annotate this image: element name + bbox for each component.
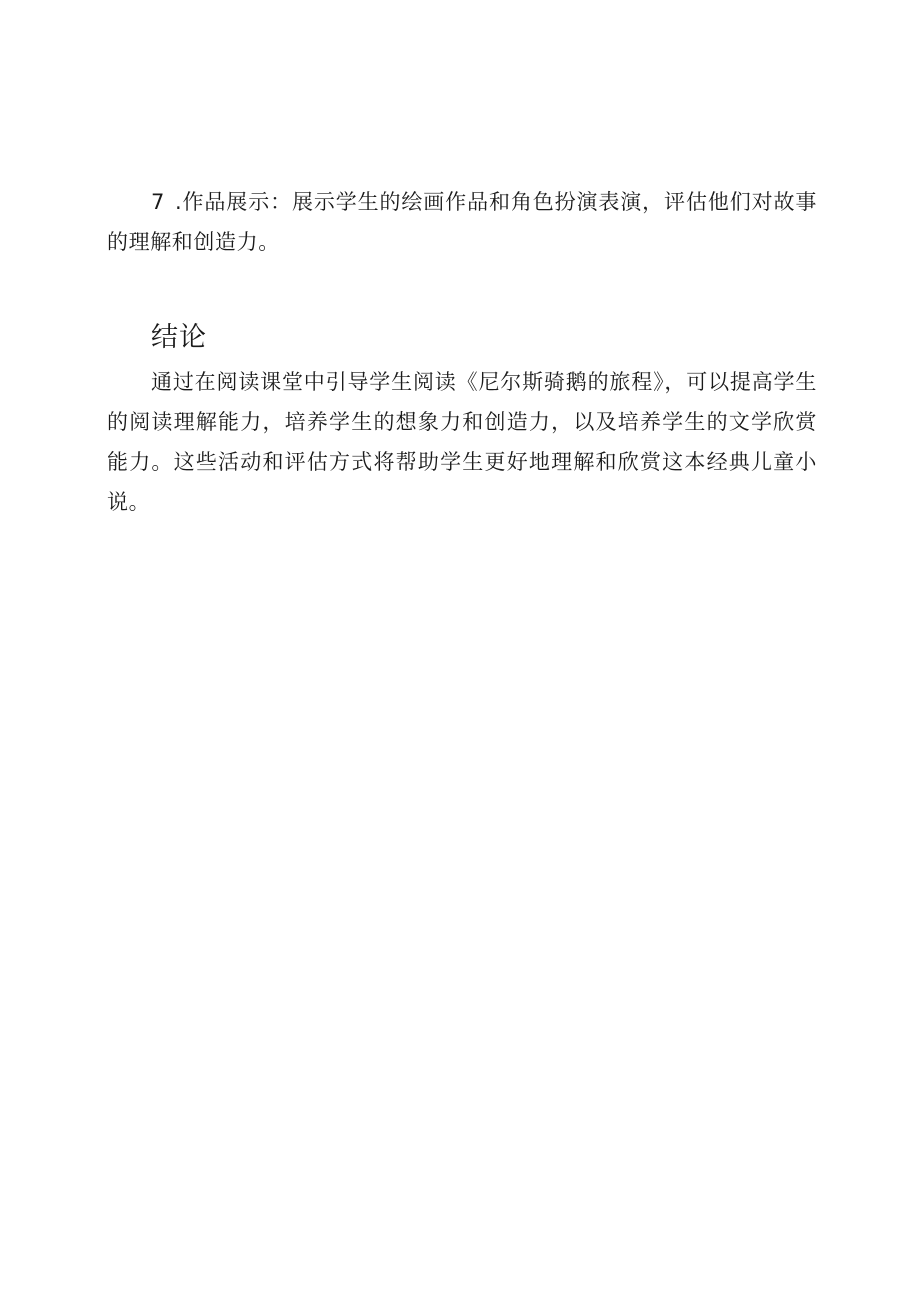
list-item-number: 7 xyxy=(151,190,165,214)
page-content xyxy=(107,182,817,522)
section-heading-conclusion: 结论 xyxy=(151,322,207,353)
list-item-7 xyxy=(107,182,817,262)
list-item-text: .作品展示：展示学生的绘画作品和角色扮演表演，评估他们对故事的理解和创造力。 xyxy=(107,190,817,254)
conclusion-paragraph: 通过在阅读课堂中引导学生阅读《尼尔斯骑鹅的旅程》，可以提高学生的阅读理解能力，培养学生的想象力和创造力，以及培养学生的文学欣赏能力。这些活动和评估方式将帮助学生更好地理解和欣赏这本经典儿童小说。 xyxy=(107,370,817,514)
